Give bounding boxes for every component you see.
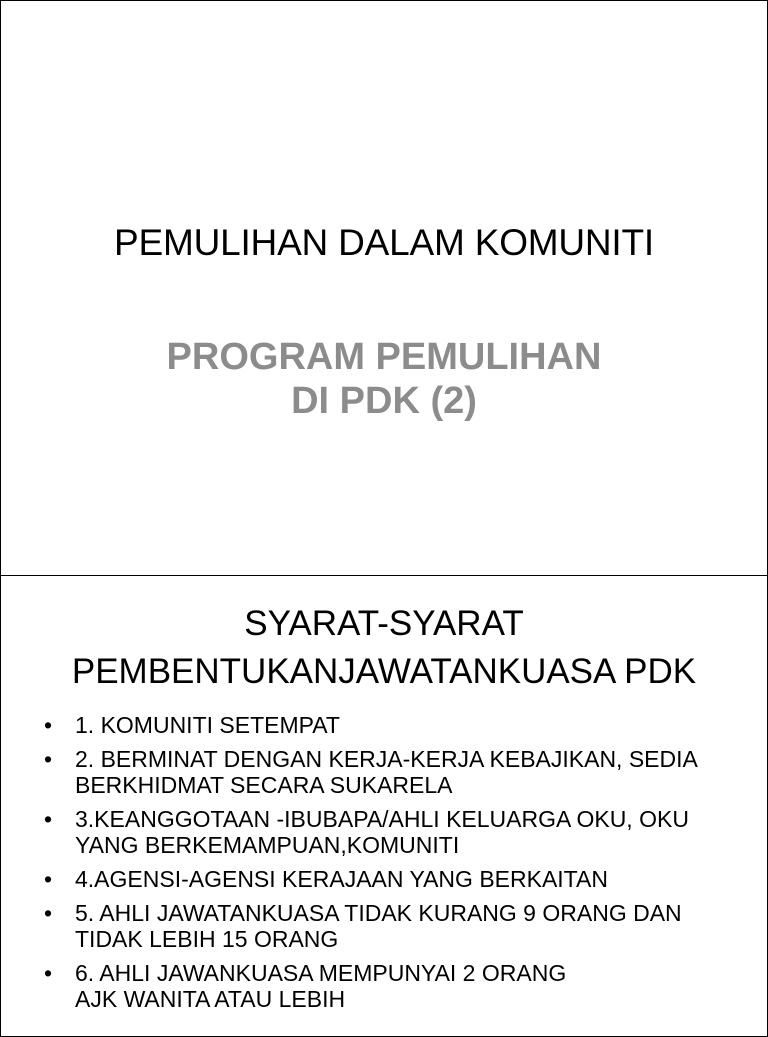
slide-2-title-line-1: SYARAT-SYARAT [244, 604, 524, 643]
slide-2-title-line-2: PEMBENTUKANJAWATANKUASA PDK [71, 652, 697, 691]
list-item-line-1: 3.KEANGGOTAAN -IBUBAPA/AHLI KELUARGA OKU, OKU [75, 806, 689, 832]
list-item-line-2: AJK WANITA ATAU LEBIH [75, 986, 346, 1012]
bullet-icon: • [44, 746, 53, 772]
bullet-icon: • [44, 712, 53, 738]
list-item [41, 806, 737, 858]
subtitle-line-1: PROGRAM PEMULIHAN [166, 336, 602, 378]
list-item-line-1: 2. BERMINAT DENGAN KERJA-KERJA KEBAJIKAN, SEDIA [75, 746, 698, 772]
subtitle-line-2: DI PDK (2) [291, 380, 477, 422]
slide-2 [0, 575, 768, 1037]
list-item [41, 900, 737, 952]
requirements-list [41, 712, 737, 1020]
list-item [41, 746, 737, 798]
bullet-icon: • [44, 960, 53, 986]
list-item [41, 712, 737, 738]
list-item-line-2: YANG BERKEMAMPUAN,KOMUNITI [75, 832, 460, 858]
list-item-line-1: 6. AHLI JAWANKUASA MEMPUNYAI 2 ORANG [75, 960, 567, 986]
slide-1-title: PEMULIHAN DALAM KOMUNITI [114, 222, 654, 263]
slide-2-title [1, 600, 767, 696]
list-item-line-1: 1. KOMUNITI SETEMPAT [75, 712, 340, 738]
list-item-line-2: TIDAK LEBIH 15 ORANG [75, 926, 339, 952]
list-item-line-1: 5. AHLI JAWATANKUASA TIDAK KURANG 9 ORANG DAN [75, 900, 682, 926]
bullet-icon: • [44, 866, 53, 892]
bullet-icon: • [44, 806, 53, 832]
list-item [41, 960, 737, 1012]
list-item-line-2: BERKHIDMAT SECARA SUKARELA [75, 772, 453, 798]
list-item-line-1: 4.AGENSI-AGENSI KERAJAAN YANG BERKAITAN [75, 866, 608, 892]
slide-1-subtitle [1, 335, 767, 423]
bullet-icon: • [44, 900, 53, 926]
list-item [41, 866, 737, 892]
